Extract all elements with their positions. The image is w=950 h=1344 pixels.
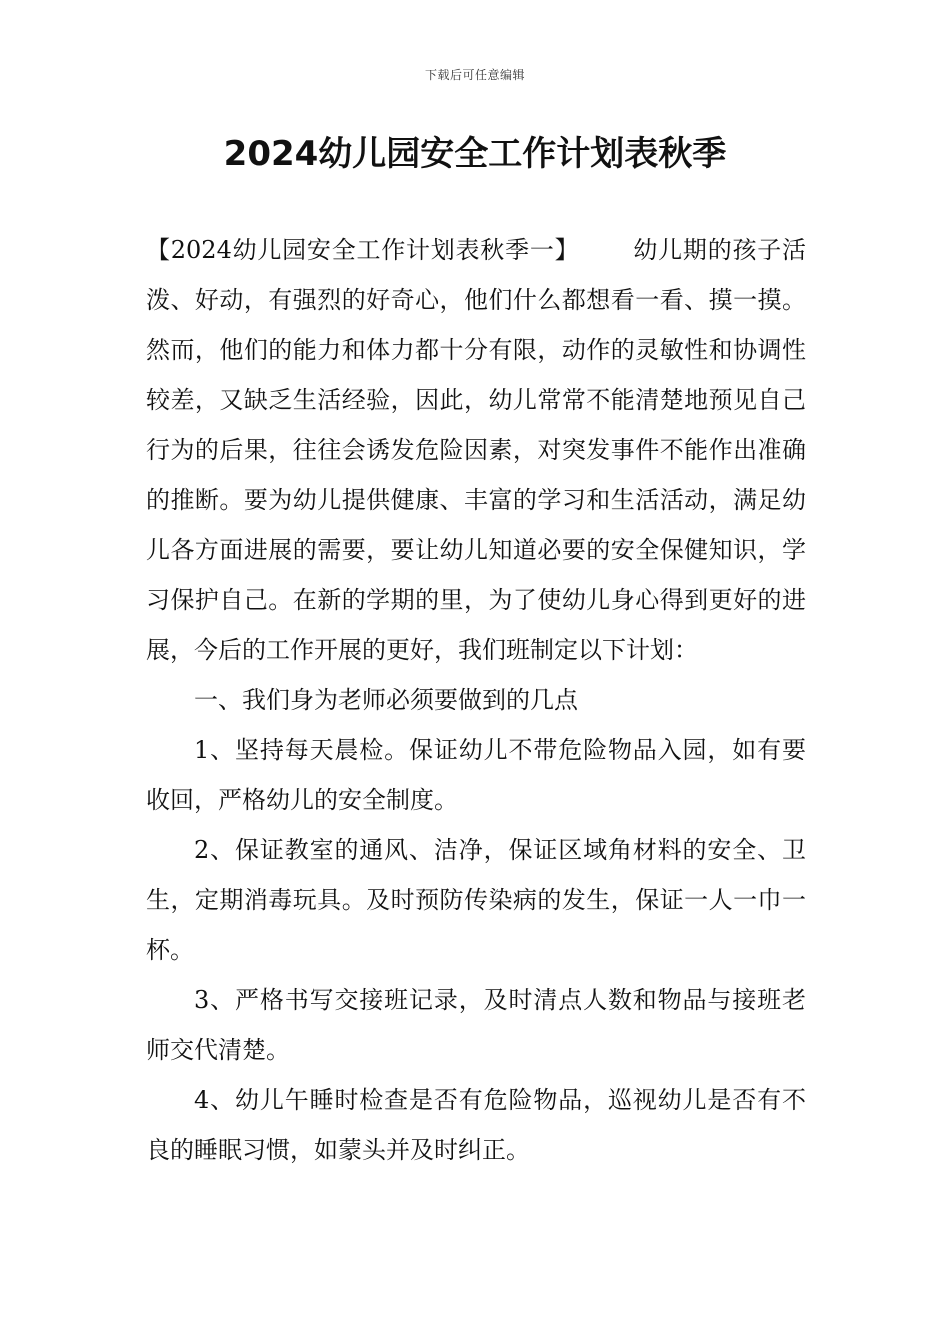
document-title: 2024幼儿园安全工作计划表秋季 [223,134,727,174]
intro-paragraph [146,225,806,675]
intro-text: 幼儿期的孩子活泼、好动，有强烈的好奇心，他们什么都想看一看、摸一摸。然而，他们的能力和体力都十分有限，动作的灵敏性和协调性较差，又缺乏生活经验，因此，幼儿常常不能清楚地预见自己行为的后果，往往会诱发危险因素，对突发事件不能作出准确的推断。要为幼儿提供健康、丰富的学习和生活活动，满足幼儿各方面进展的需要，要让幼儿知道必要的安全保健知识，学习保护自己。在新的学期的里，为了使幼儿身心得到更好的进展，今后的工作开展的更好，我们班制定以下计划： [146,236,807,664]
header-note: 下载后可任意编辑 [424,68,525,82]
list-item: 4、幼儿午睡时检查是否有危险物品，巡视幼儿是否有不良的睡眠习惯，如蒙头并及时纠正。 [146,1086,806,1164]
section-heading: 一、我们身为老师必须要做到的几点 [194,686,578,714]
list-item: 2、保证教室的通风、洁净，保证区域角材料的安全、卫生，定期消毒玩具。及时预防传染病的发生，保证一人一巾一杯。 [146,836,806,964]
section-label: 【2024幼儿园安全工作计划表秋季一】 [146,236,580,264]
list-item: 3、严格书写交接班记录，及时清点人数和物品与接班老师交代清楚。 [146,986,806,1064]
document-body [146,225,806,1175]
list-item: 1、坚持每天晨检。保证幼儿不带危险物品入园，如有要收回，严格幼儿的安全制度。 [146,736,806,814]
